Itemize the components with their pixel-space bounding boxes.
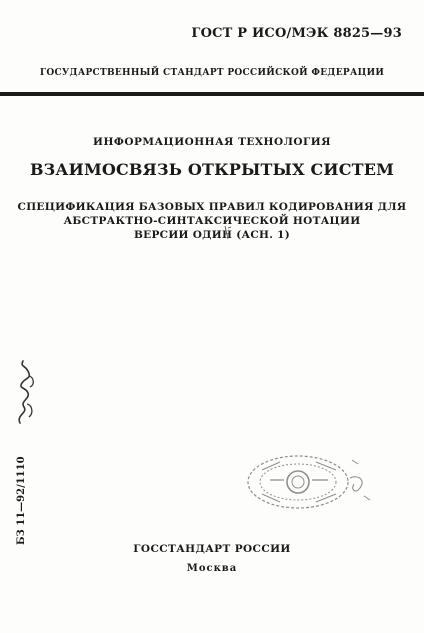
publication-city: Москва bbox=[186, 563, 238, 574]
subtitle-line: ВЕРСИИ ОДИН (АСН. 1) bbox=[134, 229, 290, 241]
document-subtitle bbox=[0, 200, 424, 242]
category-heading: ИНФОРМАЦИОННАЯ ТЕХНОЛОГИЯ bbox=[93, 136, 331, 148]
subtitle-line: СПЕЦИФИКАЦИЯ БАЗОВЫХ ПРАВИЛ КОДИРОВАНИЯ ДЛЯ bbox=[17, 201, 407, 213]
handwritten-signature bbox=[14, 357, 38, 427]
standard-number: ГОСТ Р ИСО/МЭК 8825—93 bbox=[191, 26, 402, 41]
document-title: ВЗАИМОСВЯЗЬ ОТКРЫТЫХ СИСТЕМ bbox=[29, 160, 395, 179]
header-divider bbox=[0, 92, 424, 96]
library-stamp-icon bbox=[240, 440, 380, 520]
subtitle-line: АБСТРАКТНО-СИНТАКСИЧЕСКОЙ НОТАЦИИ bbox=[63, 215, 361, 227]
state-standard-heading: ГОСУДАРСТВЕННЫЙ СТАНДАРТ РОССИЙСКОЙ ФЕДЕРАЦИИ bbox=[39, 68, 385, 78]
publisher: ГОССТАНДАРТ РОССИИ bbox=[133, 543, 291, 555]
pen-mark bbox=[222, 225, 234, 241]
side-code: БЗ 11—92/1110 bbox=[16, 456, 27, 545]
side-margin bbox=[12, 355, 36, 555]
